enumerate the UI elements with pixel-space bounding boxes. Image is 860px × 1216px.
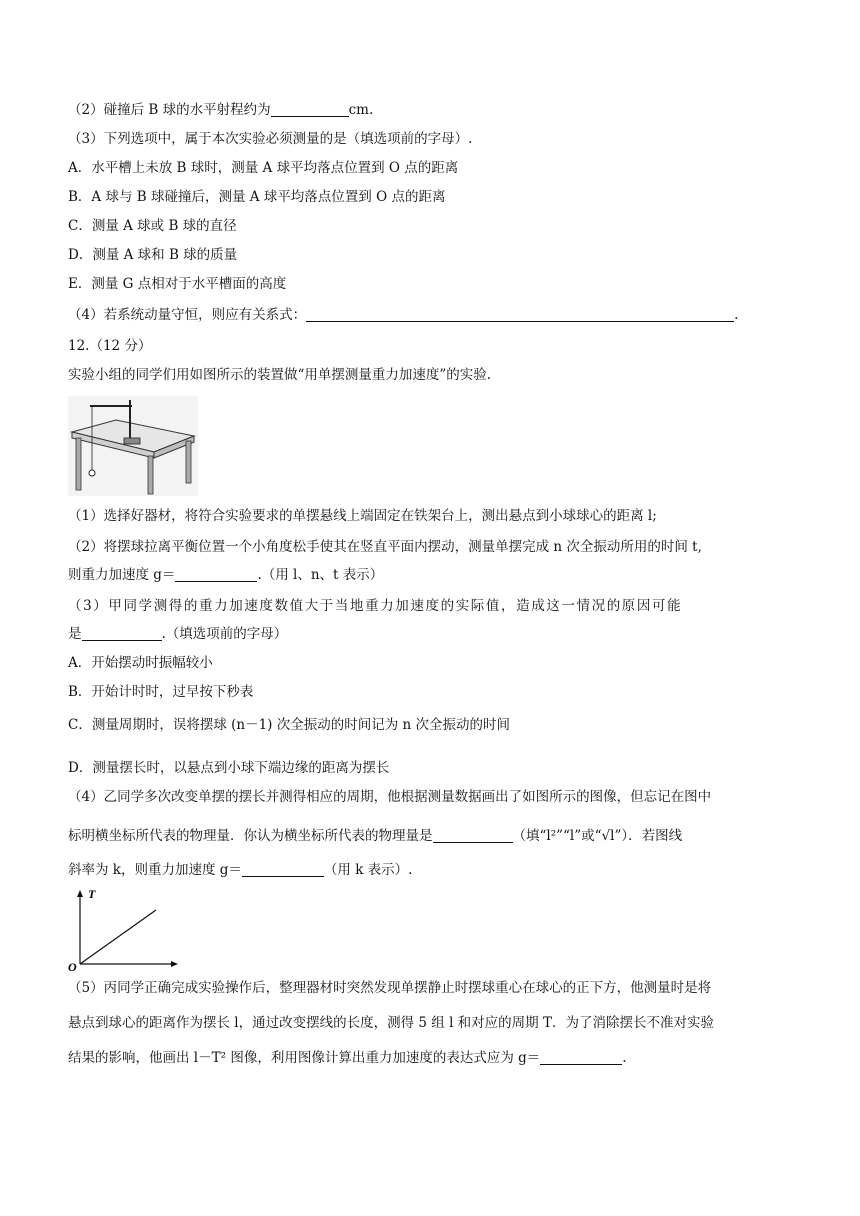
- answer-blank-abscissa[interactable]: [433, 828, 513, 843]
- part-2-prompt: 则重力加速度 g＝: [68, 567, 176, 583]
- part-5-end: .: [622, 1050, 627, 1066]
- answer-blank-g-expression[interactable]: [540, 1050, 622, 1065]
- option-c: C．测量 A 球或 B 球的直径: [68, 218, 237, 234]
- part-3-option-a: A．开始摆动时振幅较小: [68, 655, 213, 671]
- answer-blank-g-slope[interactable]: [242, 862, 324, 877]
- answer-blank-range[interactable]: [271, 102, 349, 117]
- question-4-end: .: [734, 307, 739, 323]
- part-2-hint: .（用 l、n、t 表示）: [257, 567, 384, 583]
- part-3-option-c: C．测量周期时，误将摆球 (n－1) 次全振动的时间记为 n 次全振动的时间: [68, 717, 511, 733]
- question-2-line: [68, 100, 373, 120]
- part-4-slope-hint: （用 k 表示）.: [323, 862, 413, 878]
- part-4-slope-prompt: 斜率为 k，则重力加速度 g＝: [68, 862, 242, 878]
- answer-blank-g-formula[interactable]: [175, 567, 257, 582]
- graph-origin-label: O: [68, 960, 77, 974]
- option-b: B．A 球与 B 球碰撞后，测量 A 球平均落点位置到 O 点的距离: [68, 189, 446, 205]
- part-3-option-b: B．开始计时时，过早按下秒表: [68, 684, 254, 700]
- part-5-line-1: （5）丙同学正确完成实验操作后，整理器材时突然发现单摆静止时摆球重心在球心的正下方，他测量时是将: [68, 980, 712, 996]
- part-2-line-2: [68, 565, 383, 585]
- option-e: E．测量 G 点相对于水平槽面的高度: [68, 276, 287, 292]
- part-4-prompt: 标明横坐标所代表的物理量．你认为横坐标所代表的物理量是: [68, 828, 433, 844]
- part-3-prompt: 是: [68, 626, 82, 642]
- question-12-header: 12.（12 分）: [68, 338, 152, 354]
- answer-blank-relation[interactable]: [306, 307, 734, 322]
- part-4-line-3: [68, 860, 412, 880]
- answer-blank-reason[interactable]: [82, 626, 162, 641]
- part-4-line-2: [68, 826, 682, 846]
- question-2-text: （2）碰撞后 B 球的水平射程约为: [68, 102, 271, 118]
- part-3-line-2: [68, 624, 287, 644]
- part-3-line-1: （3）甲同学测得的重力加速度数值大于当地重力加速度的实际值，造成这一情况的原因可能: [68, 598, 683, 614]
- part-1-text: （1）选择好器材，将符合实验要求的单摆悬线上端固定在铁架台上，测出悬点到小球球心的距离 l;: [68, 508, 657, 524]
- option-a: A．水平槽上未放 B 球时，测量 A 球平均落点位置到 O 点的距离: [68, 160, 459, 176]
- part-3-option-d: D．测量摆长时，以悬点到小球下端边缘的距离为摆长: [68, 760, 390, 776]
- graph-y-label: T: [88, 887, 96, 901]
- question-4-line: [68, 305, 738, 325]
- question-2-unit: cm.: [348, 102, 374, 118]
- part-2-line-1: （2）将摆球拉离平衡位置一个小角度松手使其在竖直平面内摆动，测量单摆完成 n 次全振动所用的时间 t,: [68, 539, 702, 555]
- part-5-line-3: [68, 1048, 627, 1068]
- question-3-text: （3）下列选项中，属于本次实验必须测量的是（填选项前的字母）.: [68, 131, 473, 147]
- part-5-prompt: 结果的影响，他画出 l－T² 图像，利用图像计算出重力加速度的表达式应为 g＝: [68, 1050, 541, 1066]
- part-4-line-1: （4）乙同学多次改变单摆的摆长并测得相应的周期，他根据测量数据画出了如图所示的图像，但忘记在图中: [68, 789, 712, 805]
- question-12-intro: 实验小组的同学们用如图所示的装置做“用单摆测量重力加速度”的实验.: [68, 367, 492, 383]
- part-4-choices: （填“l²”“l”或“√l”）．若图线: [512, 828, 683, 844]
- part-5-line-2: 悬点到球心的距离作为摆长 l，通过改变摆线的长度，测得 5 组 l 和对应的周期 T．为了消除摆长不准对实验: [68, 1015, 714, 1031]
- part-3-hint: .（填选项前的字母）: [161, 626, 288, 642]
- question-4-text: （4）若系统动量守恒，则应有关系式：: [68, 307, 307, 323]
- pendulum-apparatus-figure: [68, 396, 198, 496]
- option-d: D．测量 A 球和 B 球的质量: [68, 247, 238, 263]
- period-graph: [66, 884, 186, 974]
